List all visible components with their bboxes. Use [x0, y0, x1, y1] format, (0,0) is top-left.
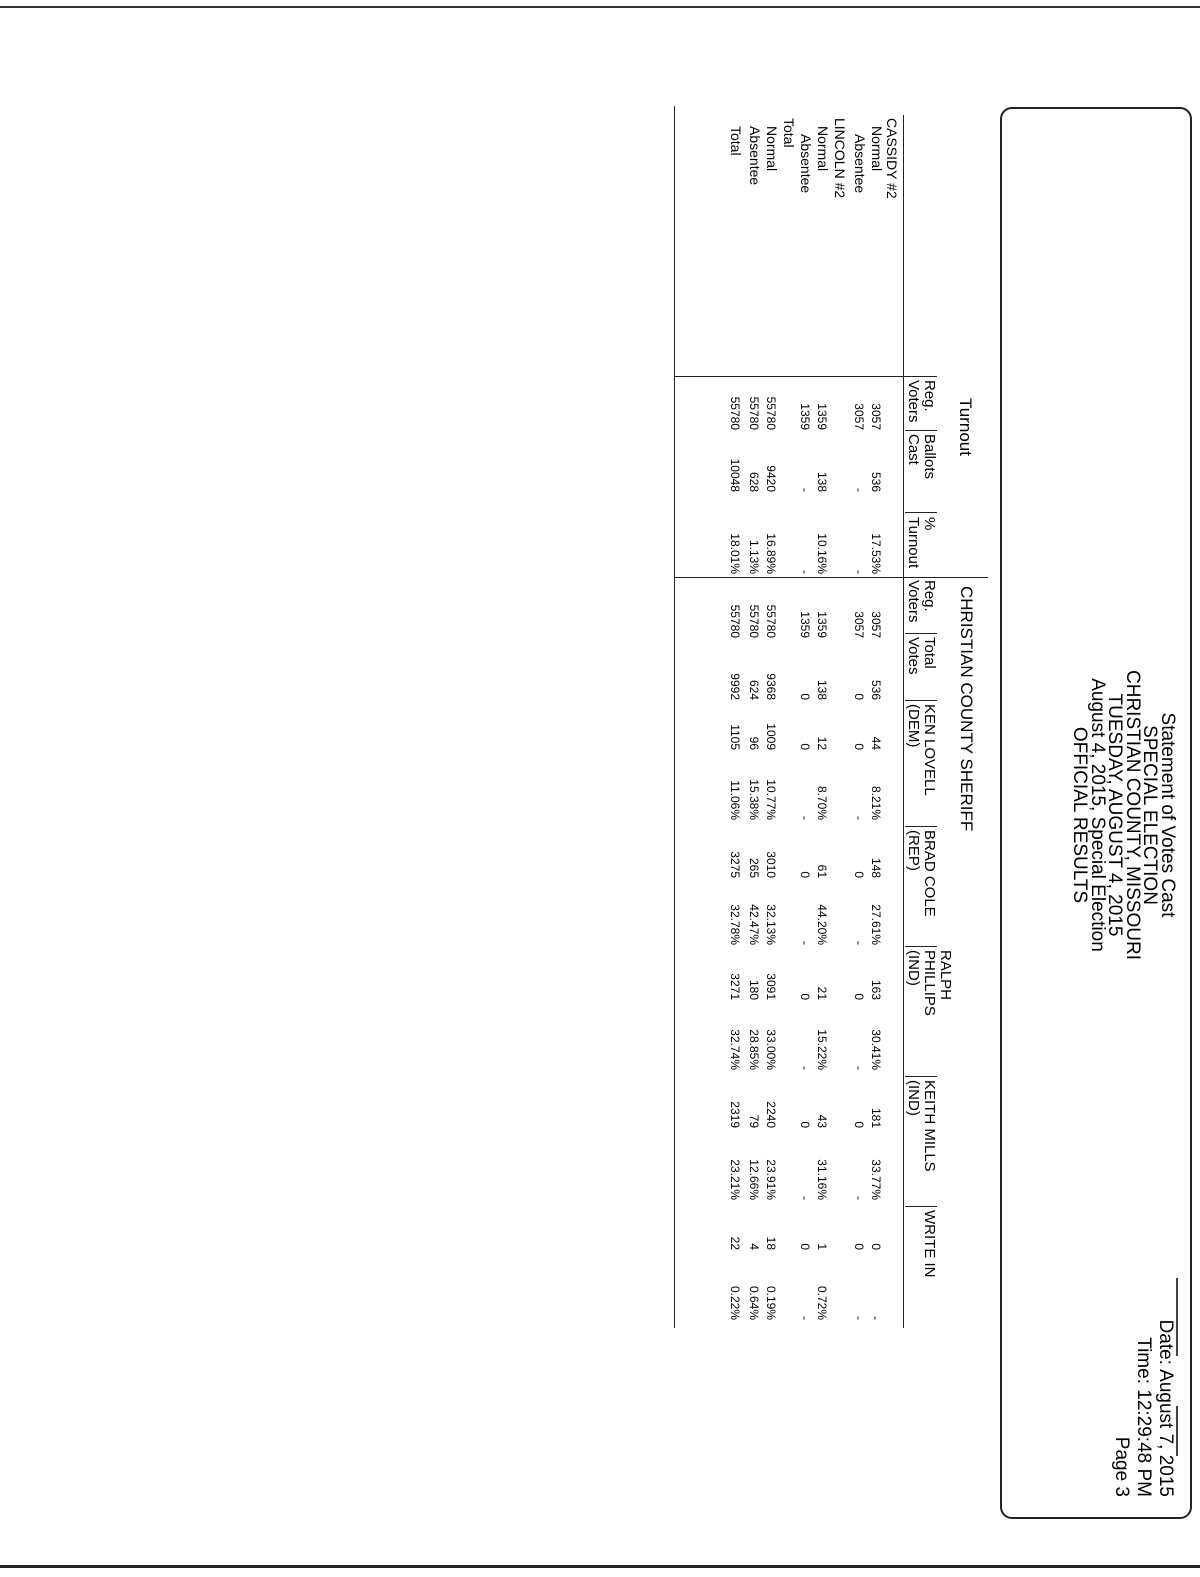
col-header-brad-cole: BRAD COLE (REP): [905, 830, 938, 917]
table-cell: 3091: [764, 973, 778, 1000]
header-divider: [905, 700, 937, 701]
table-cell: 0: [798, 993, 812, 1000]
table-cell: 32.13%: [764, 904, 778, 945]
table-cell: 181: [869, 1107, 883, 1128]
table-cell: -: [798, 1196, 812, 1200]
title-line: August 4, 2015, Special Election: [1087, 678, 1108, 952]
table-cell: 42.47%: [747, 904, 761, 945]
table-cell: 138: [815, 471, 829, 492]
report-title-block: [1071, 109, 1176, 1521]
table-cell: 21: [815, 986, 829, 1000]
table-cell: 1.13%: [747, 539, 761, 574]
table-cell: 0: [852, 693, 866, 700]
title-line: OFFICIAL RESULTS: [1069, 726, 1091, 904]
table-cell: 8.70%: [815, 785, 829, 820]
table-cell: 55780: [747, 604, 761, 638]
table-cell: 180: [747, 979, 761, 1000]
row-label: Normal: [815, 126, 831, 172]
table-cell: 18: [764, 1236, 778, 1250]
table-cell: 31.16%: [815, 1159, 829, 1200]
table-cell: 536: [869, 679, 883, 700]
table-cell: 17.53%: [869, 533, 883, 574]
title-line: CHRISTIAN COUNTY, MISSOURI: [1122, 670, 1143, 960]
row-label: CASSIDY #2: [884, 118, 900, 199]
row-label: Absentee: [747, 126, 763, 186]
row-label: Normal: [764, 126, 780, 172]
table-cell: 2319: [728, 1101, 742, 1128]
row-label: LINCOLN #2: [832, 118, 848, 199]
table-cell: 55780: [728, 604, 742, 638]
table-cell: -: [798, 570, 812, 574]
report-header-box: [1000, 107, 1192, 1519]
table-total-rule: [674, 106, 675, 1328]
table-cell: 12: [815, 736, 829, 750]
table-cell: 33.00%: [764, 1029, 778, 1070]
table-cell: 0: [852, 993, 866, 1000]
table-cell: 265: [747, 857, 761, 878]
row-label: Total: [781, 118, 797, 148]
table-cell: -: [852, 488, 866, 492]
col-header-reg-voters-2: Reg. Voters: [905, 580, 938, 623]
title-line: SPECIAL ELECTION: [1139, 725, 1161, 905]
report-page: Page 3: [1111, 1436, 1132, 1497]
table-cell: 10.77%: [764, 779, 778, 820]
table-cell: 1105: [728, 724, 742, 750]
table-cell: 10048: [728, 458, 742, 492]
table-cell: 0: [798, 743, 812, 750]
title-line: TUESDAY, AUGUST 4, 2015: [1104, 693, 1126, 937]
table-cell: 4: [747, 1243, 761, 1250]
table-cell: 23.91%: [764, 1159, 778, 1200]
row-label: Absentee: [852, 134, 868, 194]
table-cell: -: [798, 1316, 812, 1320]
col-header-write-in: WRITE IN: [921, 1210, 938, 1278]
table-cell: 624: [747, 679, 761, 700]
report-date: Date: August 7, 2015: [1155, 1319, 1176, 1497]
table-cell: -: [852, 1196, 866, 1200]
table-cell: 3057: [852, 403, 866, 430]
table-cell: 2240: [764, 1101, 778, 1128]
table-cell: 3057: [869, 403, 883, 430]
header-divider: [905, 430, 937, 431]
table-cell: 0: [852, 1121, 866, 1128]
table-cell: -: [852, 816, 866, 820]
table-cell: 10.16%: [815, 533, 829, 574]
table-cell: 16.89%: [764, 533, 778, 574]
table-cell: 1359: [798, 403, 812, 430]
row-label: Normal: [869, 126, 885, 172]
table-cell: 79: [747, 1114, 761, 1128]
table-cell: 0: [852, 871, 866, 878]
table-cell: 55780: [728, 396, 742, 430]
table-cell: 0: [798, 871, 812, 878]
table-cell: 3271: [728, 973, 742, 1000]
table-cell: 9992: [728, 673, 742, 700]
table-cell: 22: [728, 1236, 742, 1250]
report-meta: [1110, 1320, 1176, 1497]
table-cell: -: [852, 1316, 866, 1320]
table-cell: 0: [798, 1121, 812, 1128]
table-cell: 0.64%: [747, 1285, 761, 1320]
table-cell: -: [852, 570, 866, 574]
table-cell: 32.74%: [728, 1029, 742, 1070]
table-cell: 1359: [815, 611, 829, 638]
table-cell: 0.22%: [728, 1285, 742, 1320]
turnout-section-label: Turnout: [956, 398, 975, 456]
table-cell: 163: [869, 979, 883, 1000]
table-cell: 1009: [764, 723, 778, 750]
row-label: Absentee: [798, 134, 814, 194]
header-divider: [905, 1206, 937, 1207]
header-divider: [905, 826, 937, 827]
table-cell: 32.78%: [728, 904, 742, 945]
table-cell: 1359: [798, 611, 812, 638]
header-divider: [905, 512, 937, 513]
table-cell: 9368: [764, 673, 778, 700]
table-cell: 3057: [869, 611, 883, 638]
col-header-keith-mills: KEITH MILLS (IND): [905, 1080, 938, 1172]
table-cell: -: [869, 1316, 883, 1320]
table-cell: 30.41%: [869, 1029, 883, 1070]
table-cell: 3057: [852, 611, 866, 638]
table-cell: 3275: [728, 851, 742, 878]
table-cell: 55780: [764, 396, 778, 430]
table-cell: -: [798, 941, 812, 945]
table-cell: -: [798, 816, 812, 820]
table-cell: 18.01%: [728, 533, 742, 574]
table-cell: 1359: [815, 403, 829, 430]
table-cell: 0.72%: [815, 1285, 829, 1320]
col-header-ken-lovell: KEN LOVELL (DEM): [905, 704, 938, 796]
table-cell: -: [798, 1066, 812, 1070]
table-cell: 0: [852, 1243, 866, 1250]
table-cell: 148: [869, 857, 883, 878]
col-header-total-votes: Total Votes: [905, 637, 938, 675]
table-cell: 0: [798, 1243, 812, 1250]
table-cell: -: [852, 1066, 866, 1070]
title-line: Statement of Votes Cast: [1157, 712, 1178, 918]
race-title: CHRISTIAN COUNTY SHERIFF: [957, 586, 976, 832]
table-cell: 9420: [764, 465, 778, 492]
table-cell: 628: [747, 471, 761, 492]
table-cell: 33.77%: [869, 1159, 883, 1200]
row-label: Total: [728, 126, 744, 156]
col-header-reg-voters: Reg. Voters: [905, 380, 938, 423]
header-divider: [905, 946, 937, 947]
table-cell: 43: [815, 1114, 829, 1128]
table-cell: 15.38%: [747, 779, 761, 820]
table-cell: -: [798, 488, 812, 492]
table-cell: -: [852, 941, 866, 945]
table-cell: 44.20%: [815, 904, 829, 945]
table-cell: 11.06%: [728, 780, 742, 820]
table-cell: 3010: [764, 851, 778, 878]
table-cell: 27.61%: [869, 904, 883, 945]
table-cell: 28.85%: [747, 1029, 761, 1070]
race-left-rule: [675, 577, 988, 578]
col-header-ralph-phillips: RALPH PHILLIPS (IND): [905, 950, 954, 1016]
col-header-turnout-pct: % Turnout: [905, 517, 938, 569]
table-cell: 1: [815, 1243, 829, 1250]
table-cell: 55780: [747, 396, 761, 430]
header-divider: [905, 1076, 937, 1077]
table-cell: 138: [815, 679, 829, 700]
table-cell: 8.21%: [869, 785, 883, 820]
table-cell: 0.19%: [764, 1285, 778, 1320]
table-cell: 61: [815, 864, 829, 878]
table-cell: 0: [798, 693, 812, 700]
table-cell: 96: [747, 736, 761, 750]
table-cell: 44: [869, 736, 883, 750]
header-divider: [905, 633, 937, 634]
report-time: Time: 12:29:48 PM: [1133, 1337, 1154, 1497]
table-cell: 55780: [764, 604, 778, 638]
table-cell: 23.21%: [728, 1159, 742, 1200]
table-cell: 0: [852, 743, 866, 750]
table-cell: 536: [869, 471, 883, 492]
table-cell: 0: [869, 1243, 883, 1250]
table-top-rule: [903, 115, 904, 1328]
table-cell: 12.66%: [747, 1159, 761, 1200]
col-header-ballots-cast: Ballots Cast: [905, 434, 938, 480]
table-cell: 15.22%: [815, 1029, 829, 1070]
